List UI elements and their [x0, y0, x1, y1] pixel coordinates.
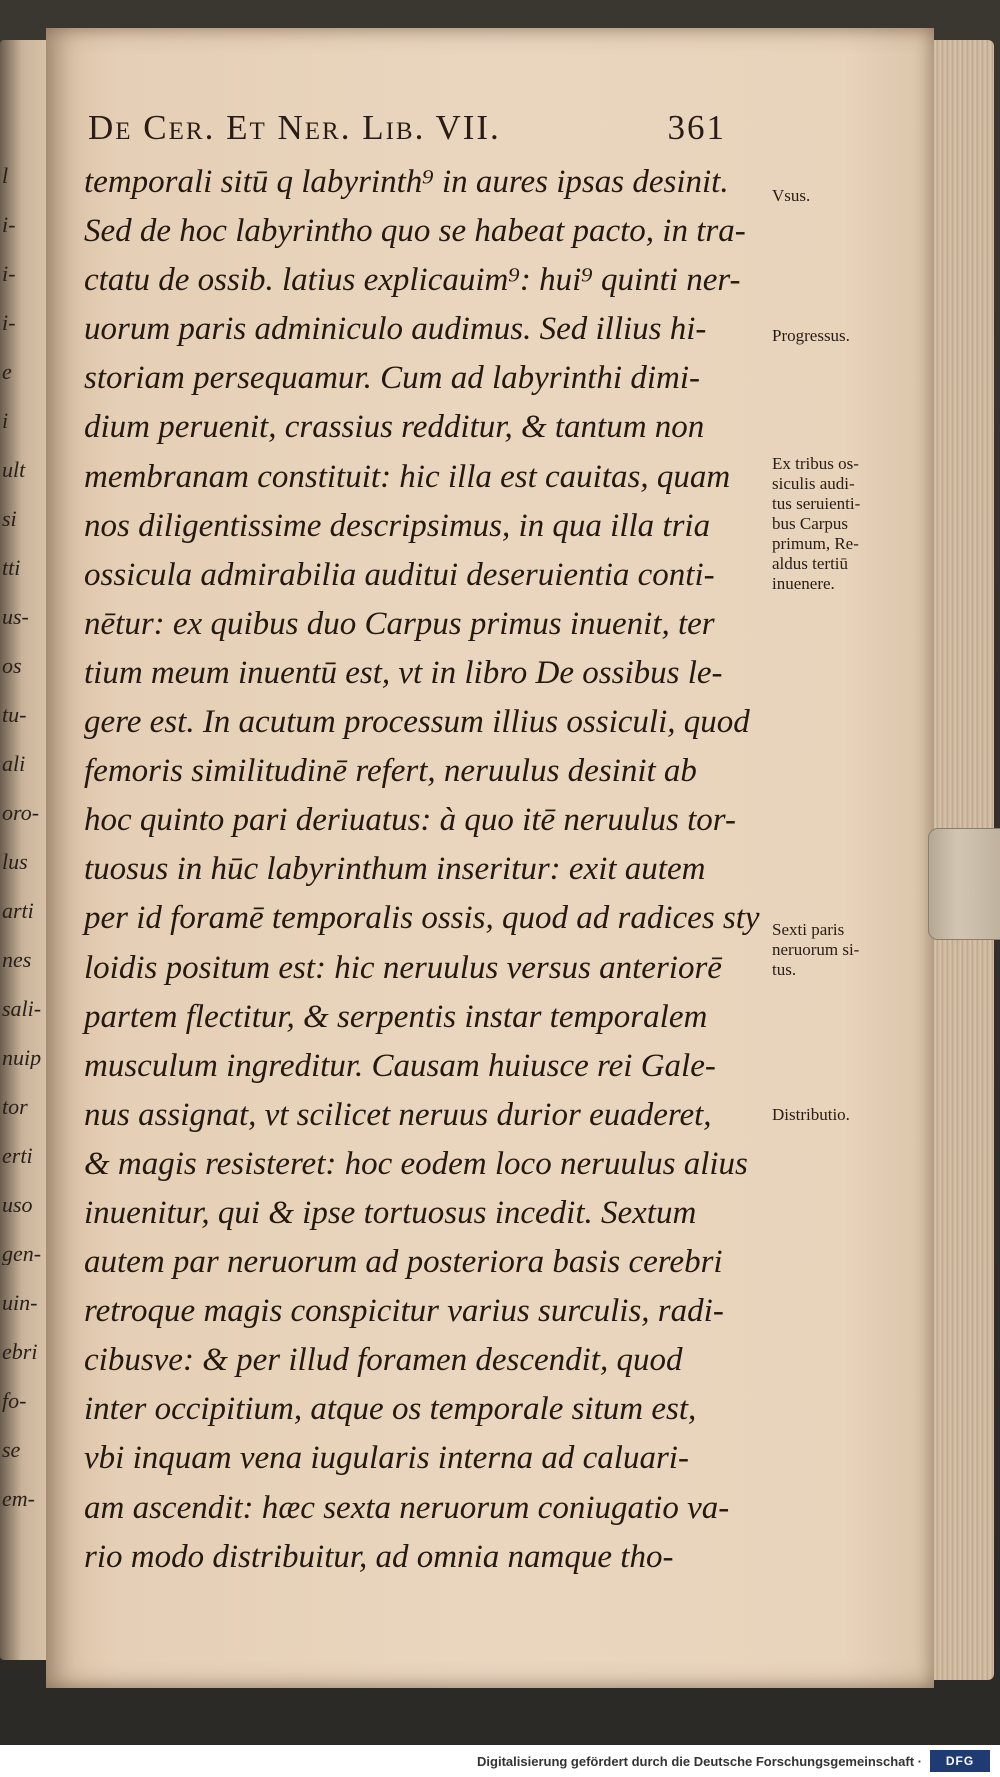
text-line: loidis positum est: hic neruulus versus anteriorē [84, 949, 722, 986]
text-line: membranam constituit: hic illa est cauitas, quam [84, 458, 731, 495]
previous-page-fragment: si [2, 508, 17, 530]
text-line: autem par neruorum ad posteriora basis cerebri [84, 1244, 723, 1281]
text-line: partem flectitur, & serpentis instar temporalem [84, 998, 708, 1035]
previous-page-fragment: e [2, 361, 12, 383]
previous-page-fragment: em- [2, 1488, 35, 1510]
text-line: dium peruenit, crassius redditur, & tantum non [84, 409, 705, 446]
previous-page-fragment: uin- [2, 1292, 38, 1314]
margin-note-line: Sexti paris [772, 920, 845, 939]
text-line: hoc quinto pari deriuatus: à quo itē neruulus tor- [84, 802, 736, 839]
previous-page-fragment: us- [2, 606, 29, 628]
previous-page-fragment: lus [2, 851, 28, 873]
margin-note-line: tus. [772, 960, 797, 979]
text-line: gere est. In acutum processum illius ossiculi, quod [84, 704, 750, 741]
text-line: femoris similitudinē refert, neruulus desinit ab [84, 753, 697, 790]
previous-page-fragment: se [2, 1439, 21, 1461]
previous-page-fragment: ebri [2, 1341, 38, 1363]
previous-page-fragment: i- [2, 312, 16, 334]
previous-page-fragment: l [2, 165, 9, 187]
previous-page-fragment: tti [2, 557, 21, 579]
text-line: inter occipitium, atque os temporale situm est, [84, 1391, 697, 1428]
text-line: musculum ingreditur. Causam huiusce rei Gale- [84, 1047, 716, 1084]
margin-note-sexti-paris [772, 920, 902, 980]
previous-page-fragment: uso [2, 1194, 33, 1216]
previous-page-fragment: i [2, 410, 9, 432]
previous-page-fragment: ult [2, 459, 26, 481]
text-line: nos diligentissime descripsimus, in qua illa tria [84, 507, 711, 544]
margin-note-line: Distributio. [772, 1105, 850, 1124]
text-line: inuenitur, qui & ipse tortuosus incedit. Sextum [84, 1194, 697, 1231]
previous-page-fragment: ali [2, 753, 26, 775]
margin-note-line: aldus tertiū [772, 554, 849, 573]
text-line: nētur: ex quibus duo Carpus primus inuenit, ter [84, 605, 715, 642]
text-line: nus assignat, vt scilicet neruus durior euaderet, [84, 1096, 712, 1133]
previous-page-fragment: tu- [2, 704, 27, 726]
text-line: vbi inquam vena iugularis interna ad caluari- [84, 1440, 689, 1477]
text-line: Sed de hoc labyrintho quo se habeat pacto, in tra- [84, 213, 746, 250]
margin-note-line: tus seruienti- [772, 494, 861, 513]
text-line: ctatu de ossib. latius explicauim⁹: hui⁹ quinti ner- [84, 262, 741, 299]
page-clip [928, 828, 1000, 940]
text-line: tuosus in hūc labyrinthum inseritur: exit autem [84, 851, 706, 888]
previous-page-fragment: i- [2, 214, 16, 236]
margin-note-line: Ex tribus os- [772, 454, 859, 473]
text-line: & magis resisteret: hoc eodem loco neruulus alius [84, 1145, 748, 1182]
footer-bar [0, 1745, 1000, 1777]
previous-page-fragment: i- [2, 263, 16, 285]
margin-note-ossicula [772, 454, 902, 594]
text-line: retroque magis conspicitur varius surculis, radi- [84, 1293, 724, 1330]
page-number: 361 [667, 108, 726, 147]
text-line: temporali sitū q labyrinth⁹ in aures ipsas desinit. [84, 164, 729, 200]
text-line: storiam persequamur. Cum ad labyrinthi dimi- [84, 360, 701, 397]
previous-page-fragment: nes [2, 949, 32, 971]
text-line: cibusve: & per illud foramen descendit, quod [84, 1342, 683, 1379]
margin-note-line: primum, Re- [772, 534, 859, 553]
margin-note-line: siculis audi- [772, 474, 855, 493]
margin-note-line: bus Carpus [772, 514, 849, 533]
footer-credit: Digitalisierung gefördert durch die Deutsche Forschungsgemeinschaft · [477, 1754, 922, 1769]
previous-page-fragment: os [2, 655, 22, 677]
previous-page-fragment: fo- [2, 1390, 27, 1412]
previous-page-fragment: erti [2, 1145, 33, 1167]
margin-note-line: neruorum si- [772, 940, 860, 959]
margin-note-line: Vsus. [772, 186, 811, 205]
previous-page-fragment: gen- [2, 1243, 42, 1265]
previous-page-edge [0, 40, 48, 1660]
previous-page-fragment: tor [2, 1096, 28, 1118]
previous-page-fragment: nuip [2, 1047, 42, 1069]
margin-note-line: inuenere. [772, 574, 835, 593]
previous-page-fragment: oro- [2, 802, 40, 824]
margin-note-usus [772, 186, 902, 206]
running-head [88, 108, 728, 154]
text-line: per id foramē temporalis ossis, quod ad radices sty [84, 900, 760, 937]
margin-note-line: Progressus. [772, 326, 850, 345]
running-head-title: De Cer. Et Ner. Lib. VII. [88, 108, 501, 147]
text-line: am ascendit: hæc sexta neruorum coniugatio va- [84, 1489, 730, 1526]
dfg-logo: DFG [930, 1750, 990, 1772]
text-line: ossicula admirabilia auditui deseruientia conti- [84, 556, 715, 593]
margin-note-distributio [772, 1105, 902, 1125]
text-line: uorum paris adminiculo audimus. Sed illius hi- [84, 311, 707, 348]
text-line: rio modo distribuitur, ad omnia namque tho- [84, 1538, 674, 1575]
body-text [84, 158, 764, 1582]
previous-page-fragment: arti [2, 900, 34, 922]
margin-note-progressus [772, 326, 902, 346]
text-line: tium meum inuentū est, vt in libro De ossibus le- [84, 654, 723, 691]
previous-page-fragment: sali- [2, 998, 42, 1020]
